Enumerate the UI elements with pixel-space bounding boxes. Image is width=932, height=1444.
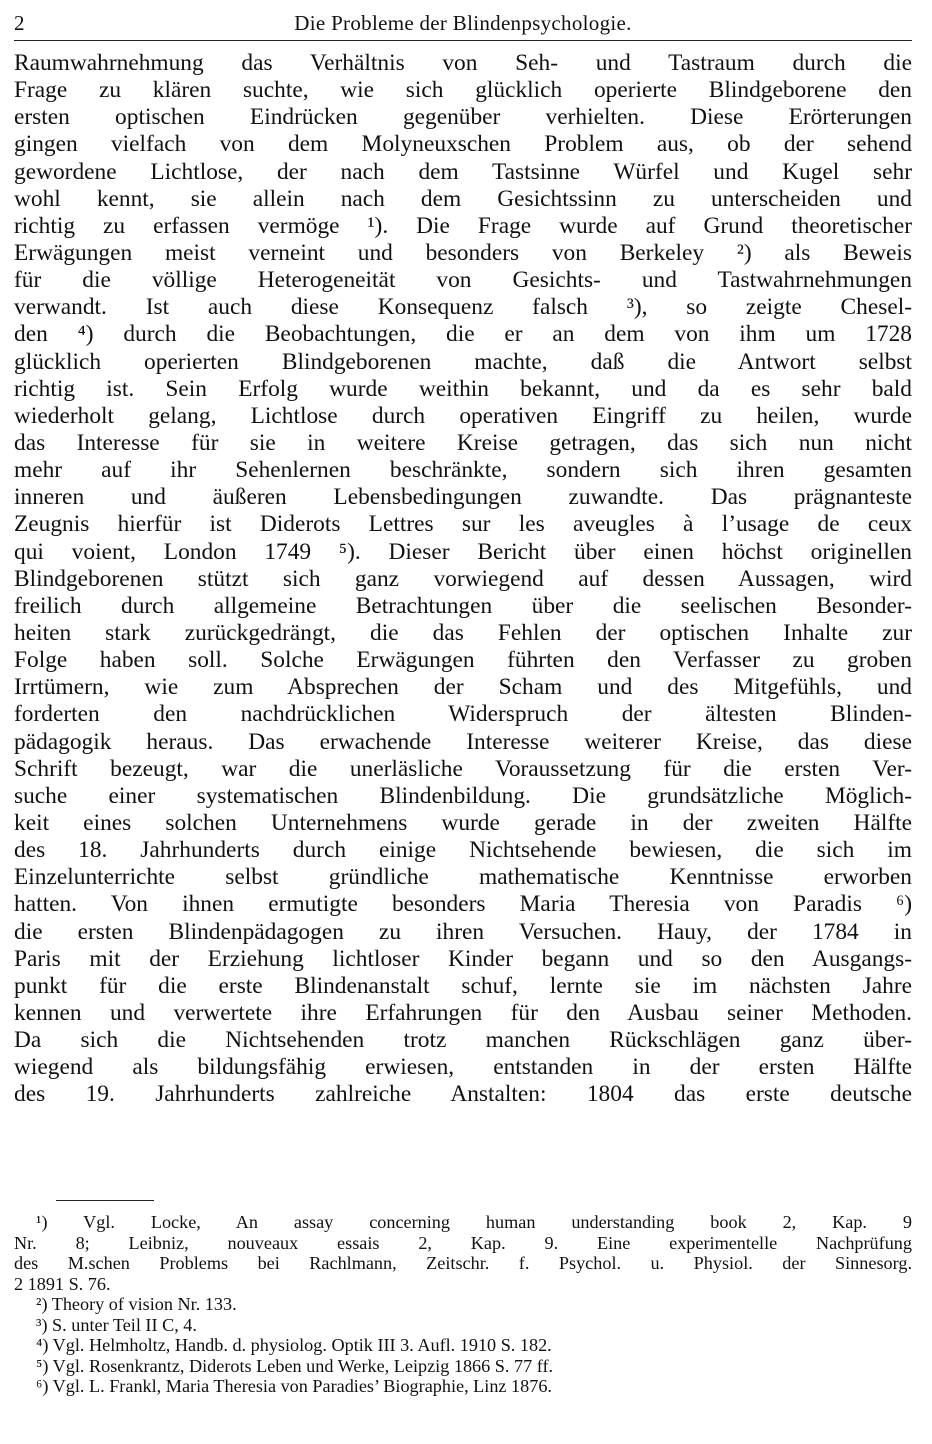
footnote-5: ⁵) Vgl. Rosenkrantz, Diderots Leben und Werke, Leipzig 1866 S. 77 ff.	[36, 1355, 554, 1376]
footnote-1-cont: Nr. 8; Leibniz, nouveaux essais 2, Kap. 9. Eine experimentelle Nachprüfung	[14, 1232, 912, 1253]
body-line: Raumwahrnehmung das Verhältnis von Seh- und Tastraum durch die	[14, 50, 912, 76]
body-line: des 19. Jahrhunderts zahlreiche Anstalten: 1804 das erste deutsche	[14, 1081, 912, 1108]
running-header	[14, 6, 912, 41]
body-line: Paris mit der Erziehung lichtloser Kinder begann und so den Ausgangs-	[14, 945, 912, 972]
body-line: pädagogik heraus. Das erwachende Interesse weiterer Kreise, das diese	[14, 728, 912, 755]
body-line: glücklich operierten Blindgeborenen machte, daß die Antwort selbst	[14, 348, 912, 375]
body-line: Schrift bezeugt, war die unerläsliche Voraussetzung für die ersten Ver-	[14, 755, 912, 782]
body-line: Einzelunterrichte selbst gründliche mathematische Kenntnisse erworben	[14, 864, 912, 891]
body-line: punkt für die erste Blindenanstalt schuf, lernte sie im nächsten Jahre	[14, 972, 912, 999]
body-line: richtig zu erfassen vermöge ¹). Die Frage wurde auf Grund theoretischer	[14, 212, 912, 239]
body-line: Da sich die Nichtsehenden trotz manchen Rückschlägen ganz über-	[14, 1027, 912, 1054]
body-line: heiten stark zurückgedrängt, die das Fehlen der optischen Inhalte zur	[14, 619, 912, 646]
footnote-1-cont: 2 1891 S. 76.	[14, 1273, 111, 1294]
body-line: verwandt. Ist auch diese Konsequenz falsch ³), so zeigte Chesel-	[14, 294, 912, 321]
body-line: wiederholt gelang, Lichtlose durch operativen Eingriff zu heilen, wurde	[14, 402, 912, 429]
body-line: wohl kennt, sie allein nach dem Gesichtssinn zu unterscheiden und	[14, 185, 912, 212]
body-line: Zeugnis hierfür ist Diderots Lettres sur les aveugles à l’usage de ceux	[14, 511, 912, 538]
body-line: kennen und verwertete ihre Erfahrungen für den Ausbau seiner Methoden.	[14, 999, 912, 1026]
body-line: Frage zu klären suchte, wie sich glücklich operierte Blindgeborene den	[14, 77, 912, 104]
body-line: gewordene Lichtlose, der nach dem Tastsinne Würfel und Kugel sehr	[14, 158, 912, 185]
body-line: gingen vielfach von dem Molyneuxschen Problem aus, ob der sehend	[14, 131, 912, 158]
footnote-divider	[56, 1200, 154, 1201]
body-line: suche einer systematischen Blindenbildung. Die grundsätzliche Möglich-	[14, 782, 912, 809]
body-text	[14, 50, 912, 1108]
body-line: das Interesse für sie in weitere Kreise getragen, das sich nun nicht	[14, 429, 912, 456]
body-line: qui voient, London 1749 ⁵). Dieser Bericht über einen höchst originellen	[14, 538, 912, 565]
body-line: hatten. Von ihnen ermutigte besonders Maria Theresia von Paradis ⁶)	[14, 891, 912, 918]
footnote-3: ³) S. unter Teil II C, 4.	[36, 1314, 197, 1335]
body-line: inneren und äußeren Lebensbedingungen zuwandte. Das prägnanteste	[14, 484, 912, 511]
body-line: wiegend als bildungsfähig erwiesen, entstanden in der ersten Hälfte	[14, 1054, 912, 1081]
body-line: mehr auf ihr Sehenlernen beschränkte, sondern sich ihren gesamten	[14, 457, 912, 484]
body-line: für die völlige Heterogeneität von Gesichts- und Tastwahrnehmungen	[14, 267, 912, 294]
body-line: Folge haben soll. Solche Erwägungen führten den Verfasser zu groben	[14, 647, 912, 674]
footnote-4: ⁴) Vgl. Helmholtz, Handb. d. physiolog. Optik III 3. Aufl. 1910 S. 182.	[36, 1335, 552, 1355]
body-line: Irrtümern, wie zum Absprechen der Scham und des Mitgefühls, und	[14, 674, 912, 701]
body-line: des 18. Jahrhunderts durch einige Nichtsehende bewiesen, die sich im	[14, 837, 912, 864]
body-line: keit eines solchen Unternehmens wurde gerade in der zweiten Hälfte	[14, 809, 912, 836]
body-line: richtig ist. Sein Erfolg wurde weithin bekannt, und da es sehr bald	[14, 375, 912, 402]
body-line: forderten den nachdrücklichen Widerspruch der ältesten Blinden-	[14, 701, 912, 728]
body-line: freilich durch allgemeine Betrachtungen über die seelischen Besonder-	[14, 592, 912, 619]
body-line: Blindgeborenen stützt sich ganz vorwiegend auf dessen Aussagen, wird	[14, 565, 912, 592]
footnotes	[14, 1212, 912, 1397]
footnote-6: ⁶) Vgl. L. Frankl, Maria Theresia von Paradies’ Biographie, Linz 1876.	[36, 1376, 552, 1396]
footnote-2: ²) Theory of vision Nr. 133.	[36, 1294, 237, 1314]
body-line: die ersten Blindenpädagogen zu ihren Versuchen. Hauy, der 1784 in	[14, 918, 912, 945]
page-number: 2	[14, 10, 25, 35]
running-title: Die Probleme der Blindenpsychologie.	[294, 10, 632, 35]
footnote-1: ¹) Vgl. Locke, An assay concerning human understanding book 2, Kap. 9	[36, 1212, 912, 1232]
body-line: ersten optischen Eindrücken gegenüber verhielten. Diese Erörterungen	[14, 104, 912, 131]
body-line: den ⁴) durch die Beobachtungen, die er an dem von ihm um 1728	[14, 321, 912, 348]
body-line: Erwägungen meist verneint und besonders von Berkeley ²) als Beweis	[14, 239, 912, 266]
footnote-1-cont: des M.schen Problems bei Rachlmann, Zeitschr. f. Psychol. u. Physiol. der Sinnesorg.	[14, 1253, 912, 1273]
